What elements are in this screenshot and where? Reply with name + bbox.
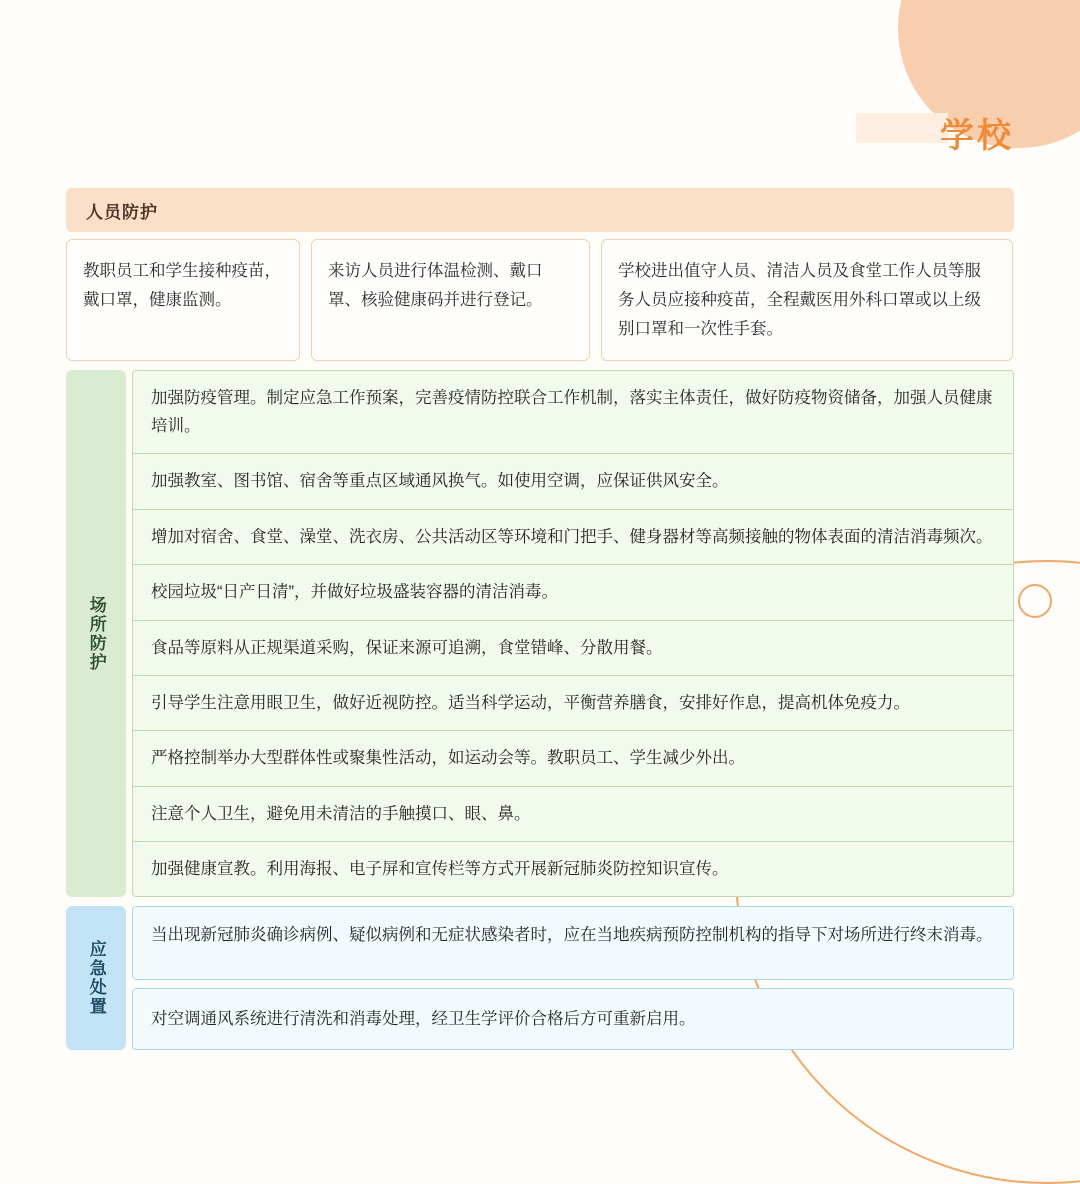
venue-protection-rows [132,370,1014,898]
venue-row: 注意个人卫生，避免用未清洁的手触摸口、眼、鼻。 [133,787,1013,842]
emergency-row: 当出现新冠肺炎确诊病例、疑似病例和无症状感染者时，应在当地疾病预防控制机构的指导下对场所进行终末消毒。 [132,906,1014,980]
emergency-row: 对空调通风系统进行清洗和消毒处理，经卫生学评价合格后方可重新启用。 [132,988,1014,1050]
page-title: 学校 [940,117,1014,155]
emergency-handling-block [66,906,1014,1050]
personnel-protection-cards [66,239,1014,361]
venue-row: 加强健康宣教。利用海报、电子屏和宣传栏等方式开展新冠肺炎防控知识宣传。 [151,860,729,878]
emergency-handling-rows [132,906,1014,1050]
emergency-handling-label: 应急处置 [66,906,126,1050]
personnel-card: 教职员工和学生接种疫苗，戴口罩，健康监测。 [66,239,300,361]
venue-protection-block [66,370,1014,898]
venue-row: 加强防疫管理。制定应急工作预案，完善疫情防控联合工作机制，落实主体责任，做好防疫物资储备，加强人员健康培训。 [133,371,1013,455]
document-content [66,188,1014,1050]
venue-row: 校园垃圾“日产日清”，并做好垃圾盛装容器的清洁消毒。 [133,565,1013,620]
venue-row: 加强教室、图书馆、宿舍等重点区域通风换气。如使用空调，应保证供风安全。 [133,454,1013,509]
decorative-circle-small [1018,584,1052,618]
venue-row: 严格控制举办大型群体性或聚集性活动，如运动会等。教职员工、学生减少外出。 [133,731,1013,786]
venue-protection-label: 场所防护 [66,370,126,898]
venue-row: 食品等原料从正规渠道采购，保证来源可追溯，食堂错峰、分散用餐。 [133,621,1013,676]
personnel-card: 学校进出值守人员、清洁人员及食堂工作人员等服务人员应接种疫苗，全程戴医用外科口罩或以上级别口罩和一次性手套。 [601,239,1013,361]
personnel-card: 来访人员进行体温检测、戴口罩、核验健康码并进行登记。 [311,239,590,361]
venue-row: 增加对宿舍、食堂、澡堂、洗衣房、公共活动区等环境和门把手、健身器材等高频接触的物体表面的清洁消毒频次。 [133,510,1013,565]
personnel-protection-header: 人员防护 [66,188,1014,232]
venue-row: 引导学生注意用眼卫生，做好近视防控。适当科学运动，平衡营养膳食，安排好作息，提高机体免疫力。 [133,676,1013,731]
decorative-title-band [856,113,948,143]
